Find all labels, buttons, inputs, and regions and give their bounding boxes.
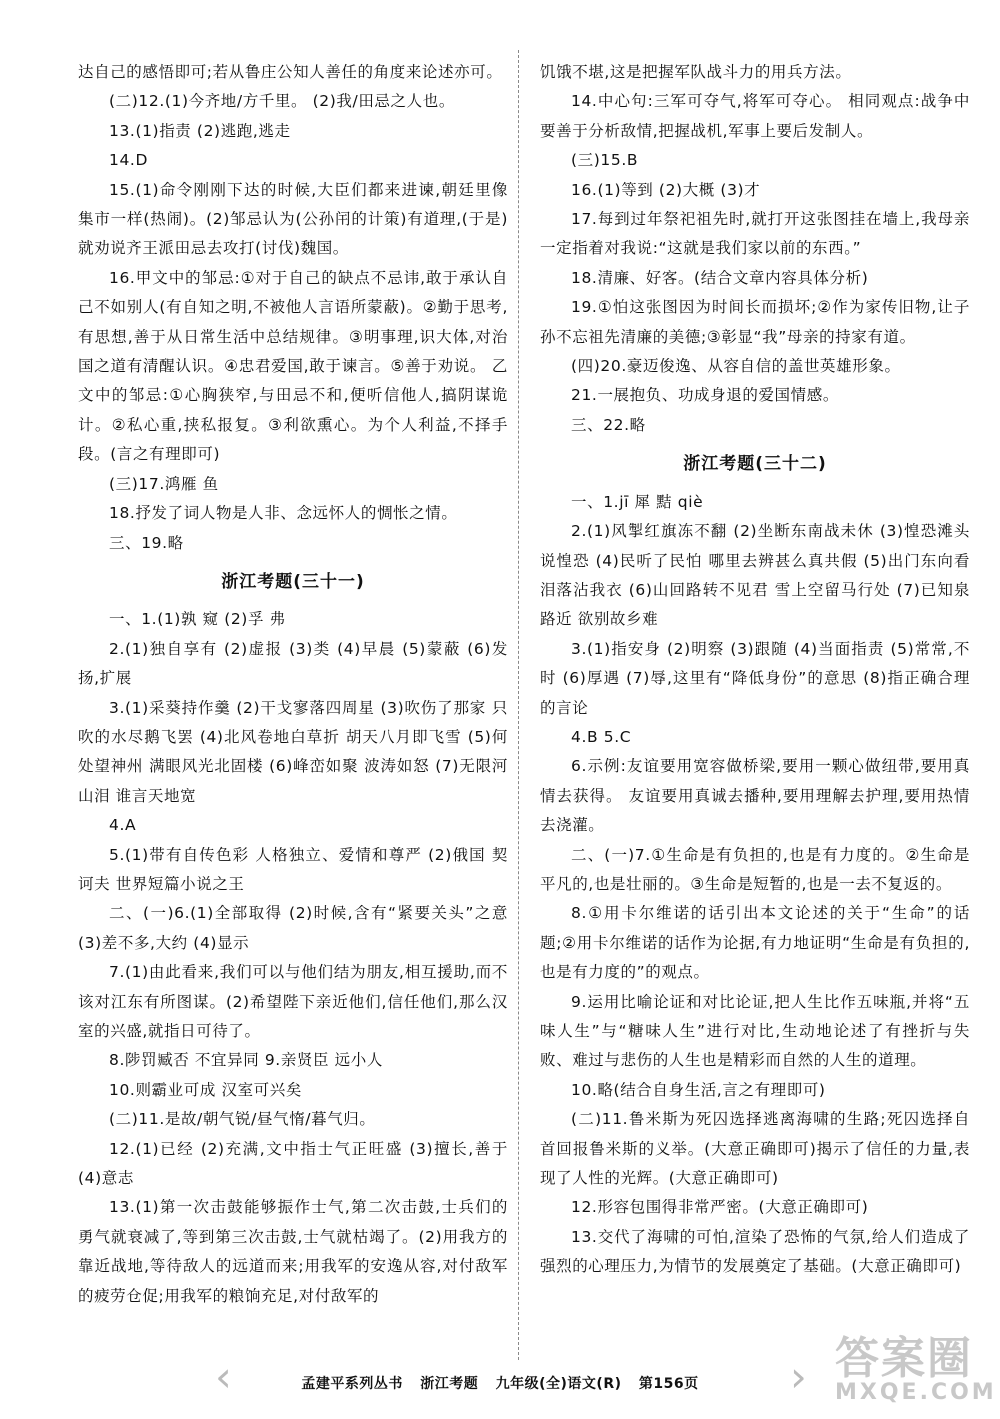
answer-paragraph: 10.略(结合自身生活,言之有理即可): [571, 1080, 826, 1099]
answer-paragraph: 12.形容包围得非常严密。(大意正确即可): [571, 1198, 869, 1217]
answer-paragraph: 5.(1)带有自传色彩 人格独立、爱情和尊严 (2)俄国 契诃夫 世界短篇小说之王: [78, 845, 508, 893]
answer-paragraph: 12.(1)已经 (2)充满,文中指士气正旺盛 (3)擅长,善于 (4)意志: [78, 1139, 508, 1188]
footer-series: 孟建平系列丛书: [301, 1376, 403, 1392]
answer-paragraph: 21.一展抱负、功成身退的爱国情感。: [571, 386, 839, 405]
answer-paragraph: 13.(1)第一次击鼓能够振作士气,第二次击鼓,士兵们的勇气就衰减了,等到第三次击鼓,士气就枯竭了。(2)用我方的靠近战地,等待敌人的远道而来;用我军的安逸从容,对付敌军的疲劳仓促;用我军的粮饷充足,对付敌军的: [78, 1198, 508, 1305]
watermark-bottom: MXQE.COM: [835, 1380, 997, 1405]
right-chevron-icon: ›: [790, 1352, 807, 1401]
answer-paragraph: (二)11.鲁米斯为死囚选择逃离海啸的生路;死囚选择自首回报鲁米斯的义举。(大意正确即可)揭示了信任的力量,表现了人性的光辉。(大意正确即可): [540, 1110, 970, 1188]
answer-paragraph: 8.陟罚臧否 不宜异同 9.亲贤臣 远小人: [109, 1051, 383, 1070]
answer-paragraph: 13.(1)指责 (2)逃跑,逃走: [109, 121, 291, 140]
answer-paragraph: 二、(一)6.(1)全部取得 (2)时候,含有“紧要关头”之意 (3)差不多,大约 (4)显示: [78, 904, 508, 952]
answer-paragraph: (四)20.豪迈俊逸、从容自信的盖世英雄形象。: [571, 357, 901, 376]
answer-paragraph: 饥饿不堪,这是把握军队战斗力的用兵方法。: [540, 63, 852, 81]
answer-paragraph: 16.甲文中的邹忌:①对于自己的缺点不忌讳,敢于承认自己不如别人(有自知之明,不被他人言语所蒙蔽)。②勤于思考,有思想,善于从日常生活中总结规律。③明事理,识大体,对治国之道有清醒认识。④忠君爱国,敢于谏言。⑤善于劝说。 乙文中的邹忌:①心胸狭窄,与田忌不和,便听信他人,搞阴谋诡计。②私心重,挟私报复。③利欲熏心。为个人利益,不择手段。(言之有理即可): [78, 268, 508, 464]
answer-paragraph: 17.每到过年祭祀祖先时,就打开这张图挂在墙上,我母亲一定指着对我说:“这就是我们家以前的东西。”: [540, 210, 970, 258]
footer-page-number: 第156页: [638, 1376, 699, 1392]
answer-paragraph: 19.①怕这张图因为时间长而损坏;②作为家传旧物,让子孙不忘祖先清廉的美德;③彰显“我”母亲的持家有道。: [540, 298, 970, 346]
watermark-logo: [835, 1322, 997, 1412]
watermark-top: 答案圈: [835, 1333, 973, 1384]
answer-paragraph: (三)17.鸿雁 鱼: [109, 474, 219, 493]
answer-paragraph: 6.示例:友谊要用宽容做桥梁,要用一颗心做纽带,要用真情去获得。 友谊要用真诚去播种,要用理解去护理,要用热情去浇灌。: [540, 757, 970, 835]
column-divider: [518, 50, 519, 1360]
section-heading: 浙江考题(三十一): [221, 571, 365, 592]
answer-paragraph: 三、22.略: [571, 415, 646, 434]
answer-paragraph: 三、19.略: [109, 533, 184, 552]
answer-paragraph: 14.中心句:三军可夺气,将军可夺心。 相同观点:战争中要善于分析敌情,把握战机,军事上要后发制人。: [540, 92, 970, 140]
answer-paragraph: 2.(1)独自享有 (2)虚报 (3)类 (4)早晨 (5)蒙蔽 (6)发扬,扩展: [78, 639, 508, 688]
answer-paragraph: 二、(一)7.①生命是有负担的,也是有力度的。②生命是平凡的,也是壮丽的。③生命是短暂的,也是一去不复返的。: [540, 845, 970, 893]
answer-paragraph: 一、1.jī 犀 黠 qiè: [571, 492, 704, 511]
left-column: [78, 58, 508, 1311]
answer-paragraph: 13.交代了海啸的可怕,渲染了恐怖的气氛,给人们造成了强烈的心理压力,为情节的发展奠定了基础。(大意正确即可): [540, 1227, 970, 1276]
answer-paragraph: 达自己的感悟即可;若从鲁庄公知人善任的角度来论述亦可。: [78, 63, 503, 81]
answer-paragraph: 3.(1)采葵持作羹 (2)干戈寥落四周星 (3)吹伤了那家 只吹的水尽鹅飞罢 (4)北风卷地白草折 胡天八月即飞雪 (5)何处望神州 满眼风光北固楼 (6)峰峦如聚 波涛如怒 (7)无限河山泪 谁言天地宽: [78, 698, 508, 805]
answer-paragraph: 7.(1)由此看来,我们可以与他们结为朋友,相互援助,而不该对江东有所图谋。(2)希望陛下亲近他们,信任他们,那么汉室的兴盛,就指日可待了。: [78, 963, 508, 1040]
answer-paragraph: 18.清廉、好客。(结合文章内容具体分析): [571, 268, 869, 287]
answer-paragraph: (二)12.(1)今齐地/方千里。 (2)我/田忌之人也。: [109, 92, 455, 111]
answer-paragraph: 一、1.(1)孰 窥 (2)孚 弗: [109, 610, 286, 629]
answer-paragraph: (三)15.B: [571, 151, 639, 170]
footer-grade: 九年级(全)语文(R): [495, 1376, 622, 1392]
answer-paragraph: (二)11.是故/朝气锐/昼气惰/暮气归。: [109, 1110, 376, 1129]
section-heading: 浙江考题(三十二): [683, 454, 827, 475]
answer-paragraph: 4.A: [109, 816, 137, 835]
answer-paragraph: 16.(1)等到 (2)大概 (3)才: [571, 180, 761, 199]
answer-paragraph: 8.①用卡尔维诺的话引出本文论述的关于“生命”的话题;②用卡尔维诺的话作为论据,有力地证明“生命是有负担的,也是有力度的”的观点。: [540, 904, 970, 982]
footer-title: 浙江考题: [420, 1376, 479, 1392]
answer-paragraph: 4.B 5.C: [571, 727, 632, 746]
answer-paragraph: 3.(1)指安身 (2)明察 (3)跟随 (4)当面指责 (5)常常,不时 (6)厚遇 (7)辱,这里有“降低身份”的意思 (8)指正确合理的言论: [540, 639, 970, 717]
answer-paragraph: 18.抒发了词人物是人非、念远怀人的惆怅之情。: [109, 504, 458, 523]
answer-paragraph: 2.(1)风掣红旗冻不翻 (2)坐断东南战未休 (3)惶恐滩头说惶恐 (4)民听了民怕 哪里去辨甚么真共假 (5)出门东向看 泪落沾我衣 (6)山回路转不见君 雪上空留马行处 (7)已知泉路近 欲别故乡难: [540, 522, 970, 629]
left-chevron-icon: ‹: [215, 1352, 232, 1401]
answer-paragraph: 15.(1)命令刚刚下达的时候,大臣们都来进谏,朝廷里像集市一样(热闹)。(2)邹忌认为(公孙闬的计策)有道理,(于是)就劝说齐王派田忌去攻打(讨伐)魏国。: [78, 180, 508, 258]
right-column: [540, 58, 970, 1282]
answer-paragraph: 10.则霸业可成 汉室可兴矣: [109, 1080, 302, 1099]
answer-paragraph: 14.D: [109, 151, 148, 170]
answer-paragraph: 9.运用比喻论证和对比论证,把人生比作五味瓶,并将“五味人生”与“糖味人生”进行对比,生动地论述了有挫折与失败、难过与悲伤的人生也是精彩而自然的人生的道理。: [540, 992, 970, 1070]
